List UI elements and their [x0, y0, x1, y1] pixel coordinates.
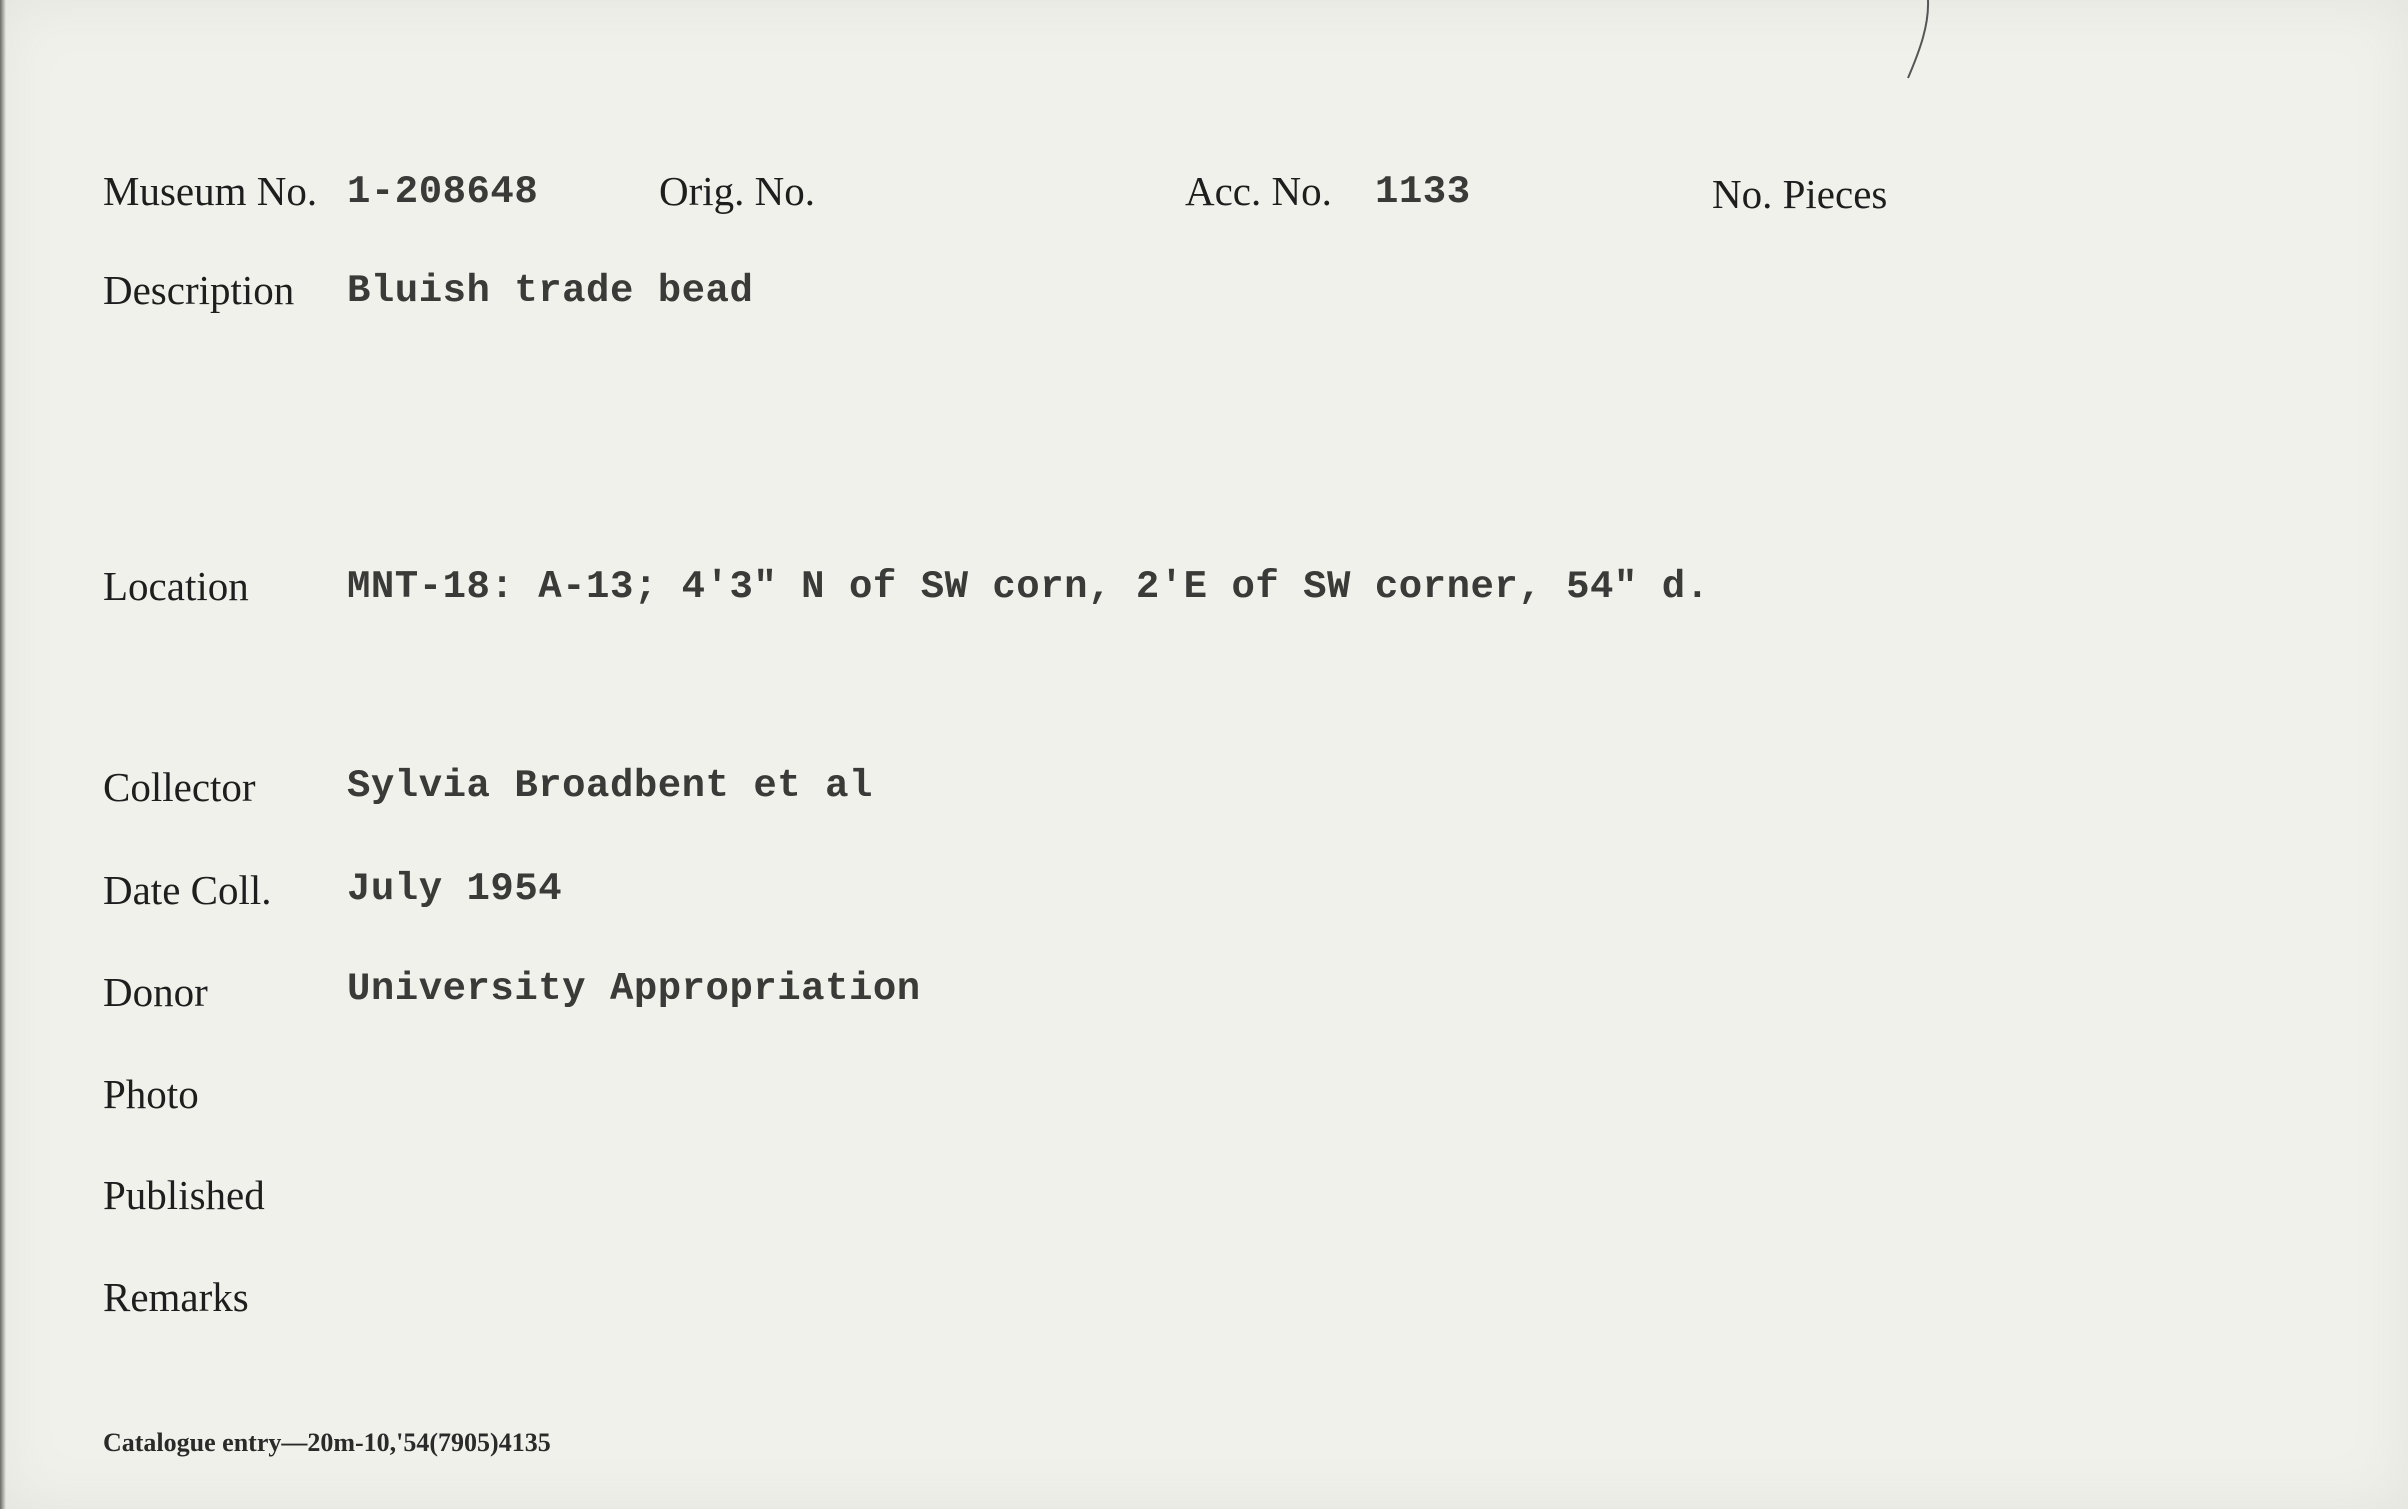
photo-label: Photo: [103, 1071, 199, 1117]
collector-value: Sylvia Broadbent et al: [347, 764, 873, 808]
card-edge-shadow: [0, 0, 6, 1509]
acc-no-value: 1133: [1375, 170, 1471, 214]
catalogue-footer: Catalogue entry—20m-10,'54(7905)4135: [103, 1428, 551, 1457]
description-value: Bluish trade bead: [347, 269, 754, 313]
donor-value: University Appropriation: [347, 967, 921, 1011]
location-label: Location: [103, 563, 249, 609]
published-label: Published: [103, 1172, 265, 1218]
no-pieces-label: No. Pieces: [1712, 171, 1888, 217]
pencil-mark: [1898, 0, 1938, 80]
date-coll-value: July 1954: [347, 867, 563, 911]
date-coll-label: Date Coll.: [103, 867, 272, 913]
description-label: Description: [103, 267, 295, 313]
orig-no-label: Orig. No.: [659, 168, 816, 214]
remarks-label: Remarks: [103, 1274, 249, 1320]
museum-no-value: 1-208648: [347, 170, 539, 214]
location-value: MNT-18: A-13; 4'3" N of SW corn, 2'E of SW corner, 54" d.: [347, 565, 1710, 609]
museum-no-label: Museum No.: [103, 168, 318, 214]
donor-label: Donor: [103, 969, 208, 1015]
collector-label: Collector: [103, 764, 256, 810]
acc-no-label: Acc. No.: [1185, 168, 1332, 214]
